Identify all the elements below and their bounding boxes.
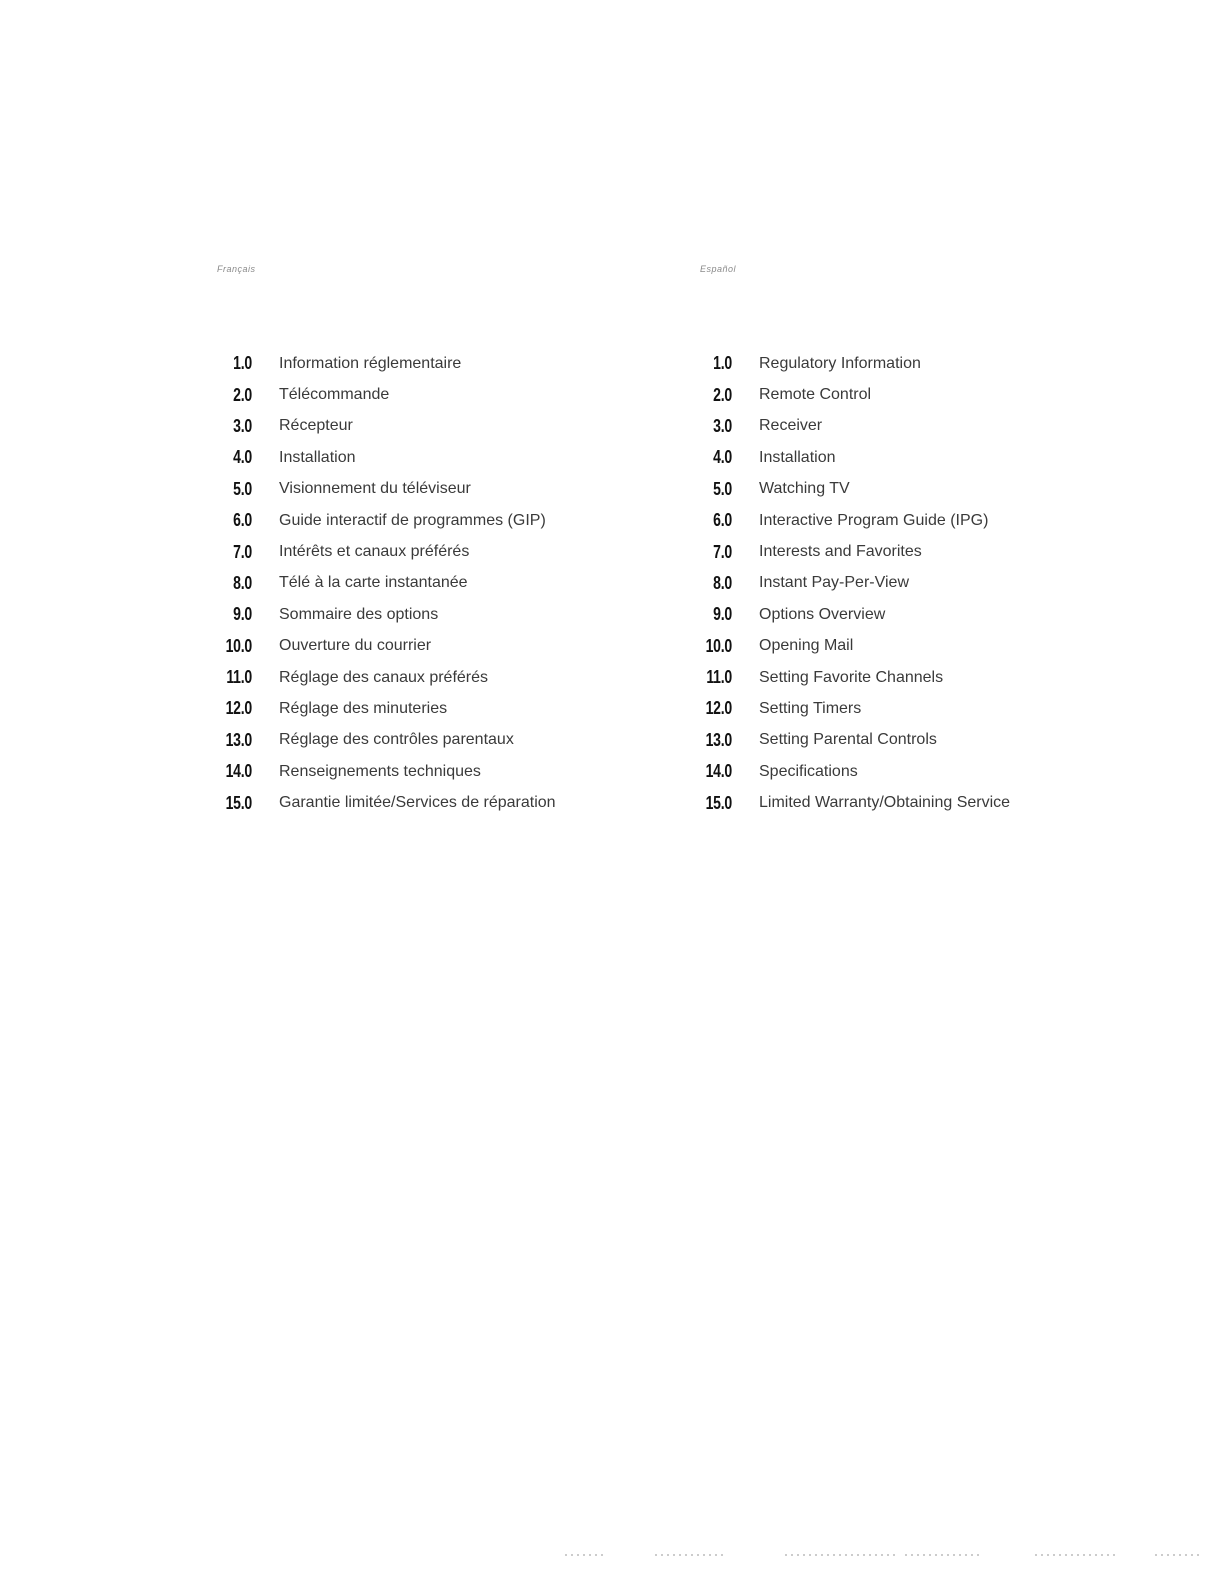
toc-entry — [692, 379, 1010, 410]
toc-entry — [692, 474, 1010, 505]
toc-entry-title: Watching TV — [759, 480, 850, 498]
toc-entry — [212, 599, 556, 630]
toc-entry-title: Receiver — [759, 417, 823, 435]
toc-entry-title: Regulatory Information — [759, 354, 921, 372]
toc-entry-title: Information réglementaire — [279, 354, 462, 372]
toc-entry — [692, 599, 1010, 630]
toc-entry-title: Setting Parental Controls — [759, 731, 937, 749]
scan-artifact — [565, 1554, 605, 1556]
scan-artifact — [655, 1554, 725, 1556]
toc-entry — [692, 787, 1010, 818]
toc-entry-title: Renseignements techniques — [279, 762, 481, 780]
toc-entry-number: 4.0 — [713, 447, 732, 468]
toc-entry — [212, 348, 556, 379]
toc-entry-number: 7.0 — [713, 541, 732, 562]
toc-entry-number: 15.0 — [225, 792, 252, 813]
toc-entry — [212, 474, 556, 505]
toc-entry-number: 3.0 — [233, 415, 252, 436]
toc-entry — [212, 787, 556, 818]
toc-entry-number: 9.0 — [233, 604, 252, 625]
toc-entry — [212, 693, 556, 724]
toc-entry-number: 10.0 — [705, 635, 732, 656]
scan-artifact — [905, 1554, 980, 1556]
toc-entry — [692, 756, 1010, 787]
scan-artifact — [785, 1554, 895, 1556]
toc-entry-number: 8.0 — [233, 572, 252, 593]
toc-entry — [212, 411, 556, 442]
table-of-contents-english — [692, 348, 1010, 819]
toc-entry-number: 13.0 — [225, 729, 252, 750]
toc-entry-number: 11.0 — [226, 667, 252, 688]
toc-entry-number: 5.0 — [713, 478, 732, 499]
toc-entry — [692, 536, 1010, 567]
toc-entry — [692, 348, 1010, 379]
scan-artifact — [1035, 1554, 1115, 1556]
toc-entry — [692, 411, 1010, 442]
toc-entry — [212, 536, 556, 567]
toc-entry — [692, 568, 1010, 599]
toc-entry-number: 12.0 — [225, 698, 252, 719]
toc-entry-title: Visionnement du téléviseur — [279, 480, 471, 498]
column-label-french: Français — [217, 264, 256, 274]
toc-entry-number: 14.0 — [705, 761, 732, 782]
toc-entry — [692, 693, 1010, 724]
toc-entry — [212, 379, 556, 410]
toc-entry-title: Setting Timers — [759, 699, 862, 717]
toc-entry-number: 6.0 — [233, 510, 252, 531]
toc-entry-title: Réglage des canaux préférés — [279, 668, 489, 686]
toc-entry — [212, 505, 556, 536]
toc-entry-title: Guide interactif de programmes (GIP) — [279, 511, 546, 529]
toc-entry-number: 9.0 — [713, 604, 732, 625]
toc-entry-number: 6.0 — [713, 510, 732, 531]
toc-entry-number: 3.0 — [713, 415, 732, 436]
toc-entry-title: Récepteur — [279, 417, 353, 435]
toc-entry-title: Réglage des contrôles parentaux — [279, 731, 514, 749]
toc-entry-number: 15.0 — [705, 792, 732, 813]
toc-entry-title: Réglage des minuteries — [279, 699, 448, 717]
toc-entry-title: Specifications — [759, 762, 858, 780]
toc-entry — [212, 631, 556, 662]
toc-entry-title: Remote Control — [759, 386, 872, 404]
toc-entry-number: 5.0 — [233, 478, 252, 499]
toc-entry-title: Télécommande — [279, 386, 390, 404]
toc-entry-number: 13.0 — [705, 729, 732, 750]
toc-entry-title: Options Overview — [759, 605, 886, 623]
toc-entry-title: Sommaire des options — [279, 605, 439, 623]
toc-entry-number: 2.0 — [233, 384, 252, 405]
toc-entry-title: Installation — [279, 448, 356, 466]
toc-entry — [692, 442, 1010, 473]
toc-entry — [212, 442, 556, 473]
column-label-english: Español — [700, 264, 737, 274]
toc-entry-title: Limited Warranty/Obtaining Service — [759, 794, 1011, 812]
toc-entry-title: Télé à la carte instantanée — [279, 574, 468, 592]
toc-entry — [692, 631, 1010, 662]
toc-entry — [692, 725, 1010, 756]
toc-entry — [212, 568, 556, 599]
toc-entry — [692, 662, 1010, 693]
toc-entry-title: Intérêts et canaux préférés — [279, 543, 470, 561]
toc-entry-number: 8.0 — [713, 572, 732, 593]
toc-entry-title: Installation — [759, 448, 836, 466]
toc-entry-number: 11.0 — [706, 667, 732, 688]
toc-entry — [212, 662, 556, 693]
toc-entry-number: 4.0 — [233, 447, 252, 468]
toc-entry-number: 1.0 — [233, 353, 252, 374]
toc-entry-title: Instant Pay-Per-View — [759, 574, 909, 592]
toc-entry-title: Garantie limitée/Services de réparation — [279, 794, 556, 812]
toc-entry-number: 2.0 — [713, 384, 732, 405]
scan-artifact — [1155, 1554, 1200, 1556]
toc-entry-number: 14.0 — [225, 761, 252, 782]
toc-entry — [212, 725, 556, 756]
toc-entry — [212, 756, 556, 787]
toc-entry-number: 7.0 — [233, 541, 252, 562]
toc-entry-title: Setting Favorite Channels — [759, 668, 944, 686]
toc-entry-title: Ouverture du courrier — [279, 637, 432, 655]
toc-entry — [692, 505, 1010, 536]
toc-entry-number: 1.0 — [713, 353, 732, 374]
toc-entry-number: 12.0 — [705, 698, 732, 719]
toc-entry-number: 10.0 — [225, 635, 252, 656]
toc-entry-title: Opening Mail — [759, 637, 854, 655]
table-of-contents-french — [212, 348, 556, 819]
toc-entry-title: Interactive Program Guide (IPG) — [759, 511, 989, 529]
toc-entry-title: Interests and Favorites — [759, 543, 922, 561]
